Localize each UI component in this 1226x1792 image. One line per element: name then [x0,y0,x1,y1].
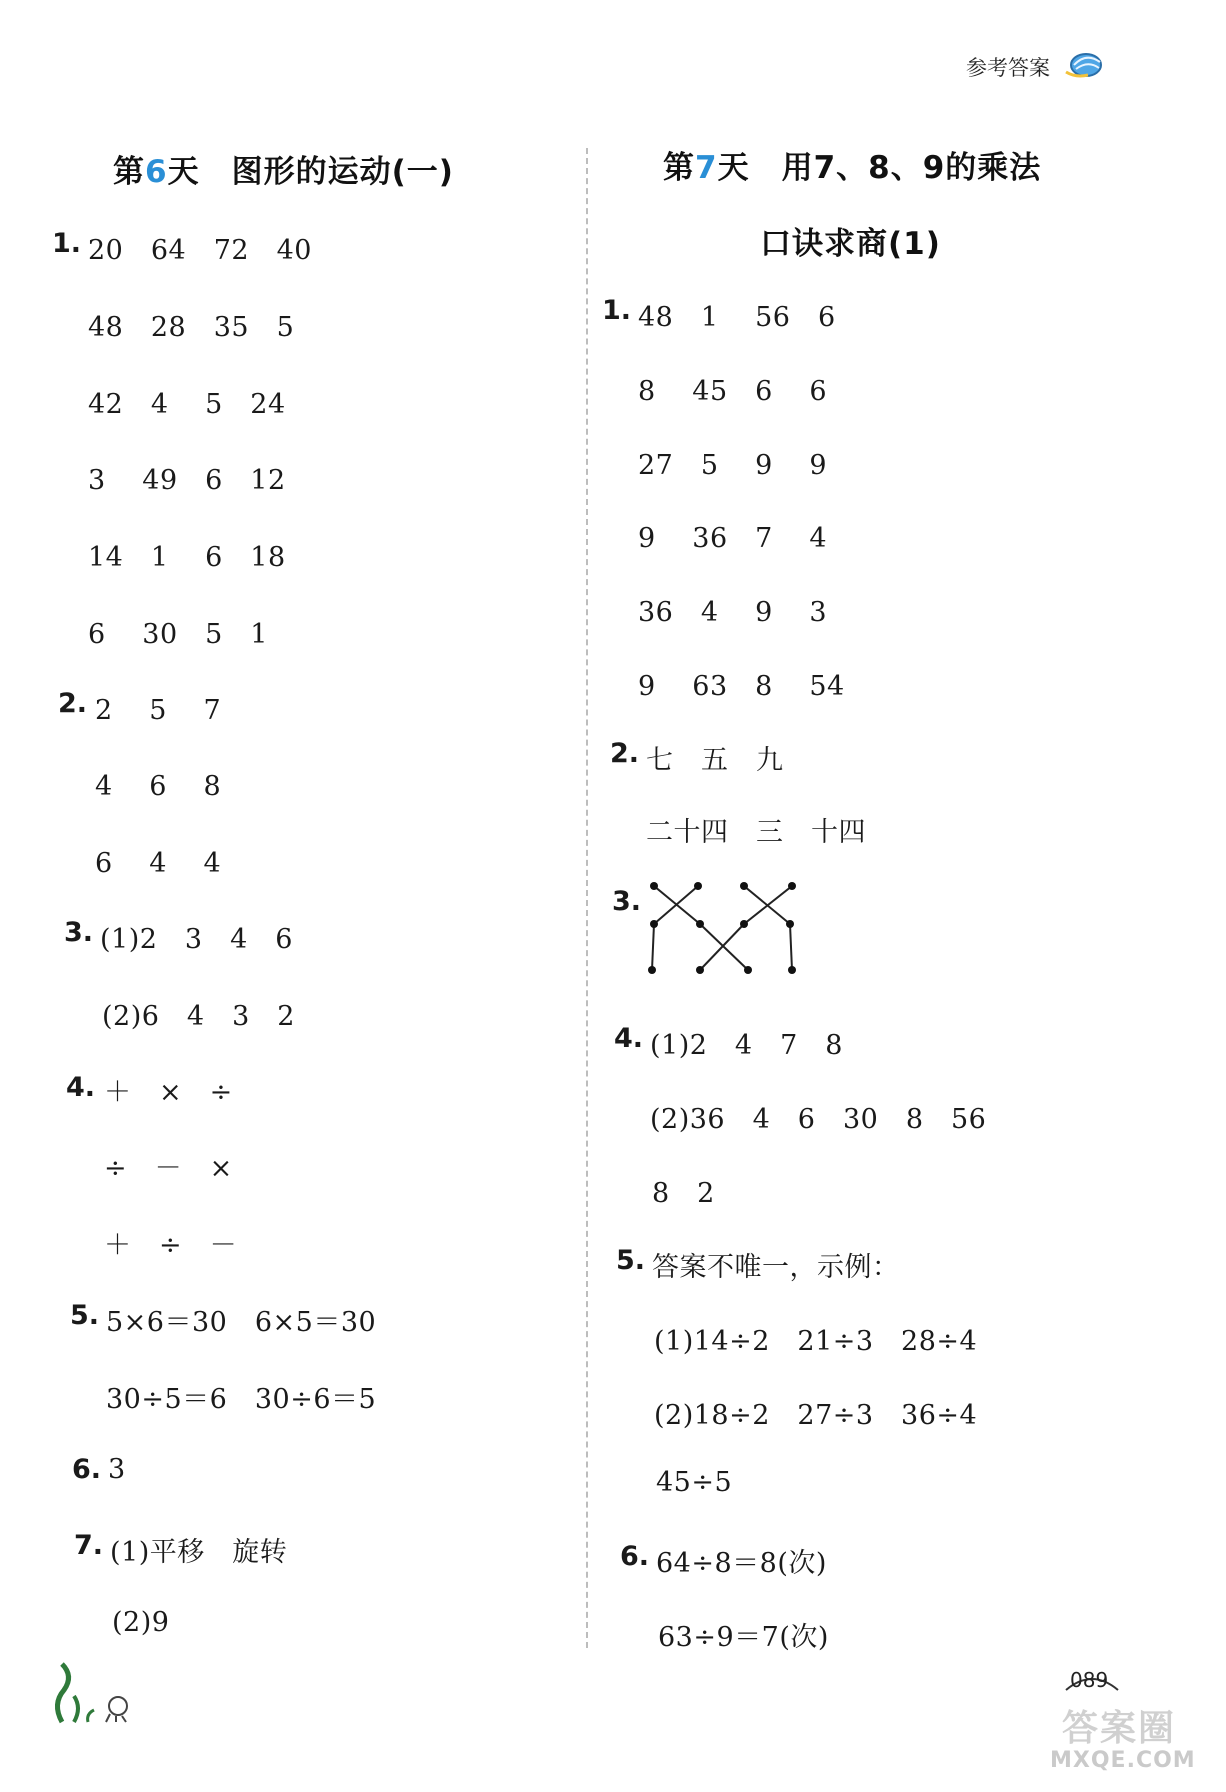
watermark-url: MXQE.COM [1050,1748,1196,1773]
left-q1-row: 42 4 5 24 [88,389,286,420]
left-q3-row: (2)6 4 3 2 [102,1001,295,1032]
right-q1-row: 8 45 6 6 [638,376,828,407]
right-q2-row: 二十四 三 十四 [646,817,866,848]
left-q4-row: ＋ ÷ － [104,1230,238,1261]
diagram-dot [788,882,796,890]
left-q6-row: 3 [108,1454,126,1485]
diagram-dot [650,882,658,890]
right-title-line2: 口诀求商(1) [760,226,941,262]
left-q7-number: 7. [74,1530,104,1561]
left-q1-row: 6 30 5 1 [88,619,268,650]
right-q4-row: (2)36 4 6 30 8 56 [650,1104,987,1135]
right-q4-number: 4. [614,1023,644,1054]
diagram-dot [786,920,794,928]
left-q7-row: (1)平移 旋转 [110,1537,288,1568]
diagram-dot [740,882,748,890]
right-q6-number: 6. [620,1541,650,1572]
diagram-dot [696,920,704,928]
right-title: 第7天 用7、8、9的乘法 [663,150,1042,186]
right-q3-number: 3. [612,886,642,917]
left-q2-row: 4 6 8 [95,771,222,802]
diagram-dot [788,966,796,974]
seaweed-icon [48,1660,138,1724]
matching-diagram [640,872,820,984]
diagram-dot [740,920,748,928]
left-q4-number: 4. [66,1072,96,1103]
diagram-dot [696,966,704,974]
right-q1-row: 27 5 9 9 [638,450,828,481]
diagram-dot [650,920,658,928]
left-q2-row: 2 5 7 [95,695,222,726]
left-q4-row: ÷ － × [104,1153,233,1184]
right-q1-row: 9 36 7 4 [638,523,828,554]
right-q5-number: 5. [616,1245,646,1276]
header-label: 参考答案 [966,56,1050,80]
right-q5-row: 答案不唯一，示例： [652,1252,900,1283]
right-q6-row: 63÷9＝7(次) [658,1622,829,1653]
right-q4-row: 8 2 [652,1178,715,1209]
left-q2-number: 2. [58,688,88,719]
left-q5-number: 5. [70,1300,100,1331]
page-number: 089 [1070,1668,1109,1692]
right-q5-row: 45÷5 [656,1467,733,1498]
left-q6-number: 6. [72,1454,102,1485]
left-q1-row: 48 28 35 5 [88,312,295,343]
watermark-brand: 答案圈 [1062,1708,1177,1749]
left-q4-row: ＋ × ÷ [104,1077,233,1108]
right-q2-number: 2. [610,738,640,769]
right-q5-row: (1)14÷2 21÷3 28÷4 [654,1326,978,1357]
right-q6-row: 64÷8＝8(次) [656,1548,827,1579]
diagram-dot [744,966,752,974]
shell-icon [1064,48,1104,80]
right-q4-row: (1)2 4 7 8 [650,1030,843,1061]
left-q2-row: 6 4 4 [95,848,222,879]
right-q5-row: (2)18÷2 27÷3 36÷4 [654,1400,978,1431]
left-title: 第6天 图形的运动(一) [113,154,454,190]
left-q3-number: 3. [64,917,94,948]
right-q1-number: 1. [602,295,632,326]
left-q7-row: (2)9 [112,1607,170,1638]
right-q1-row: 36 4 9 3 [638,597,828,628]
column-divider [586,148,588,1648]
left-q1-number: 1. [52,228,82,259]
right-q1-row: 48 1 56 6 [638,302,836,333]
diagram-dot [648,966,656,974]
left-q1-row: 20 64 72 40 [88,235,312,266]
left-q1-row: 3 49 6 12 [88,465,286,496]
right-q2-row: 七 五 九 [646,745,784,776]
left-q5-row: 30÷5＝6 30÷6＝5 [106,1384,377,1415]
left-q3-row: (1)2 3 4 6 [100,924,293,955]
diagram-dot [694,882,702,890]
right-q1-row: 9 63 8 54 [638,671,845,702]
left-q1-row: 14 1 6 18 [88,542,286,573]
left-q5-row: 5×6＝30 6×5＝30 [106,1307,377,1338]
